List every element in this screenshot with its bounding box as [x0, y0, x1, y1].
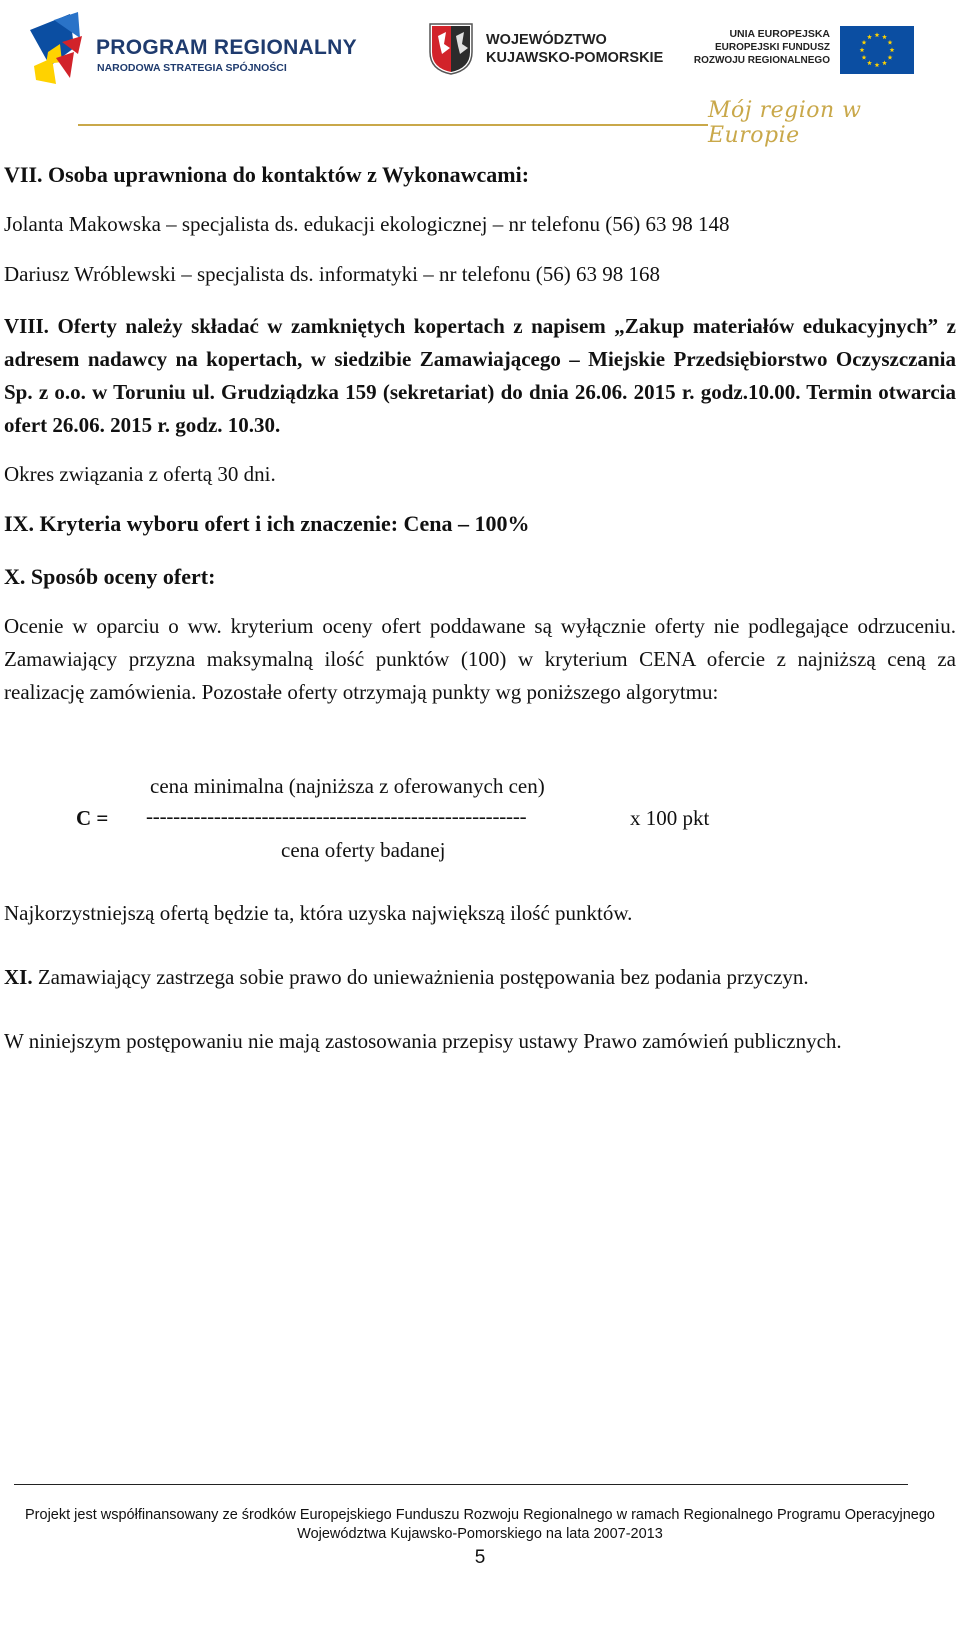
section-10-heading: X. Sposób oceny ofert:: [4, 564, 216, 589]
section-11-body: Zamawiający zastrzega sobie prawo do unieważnienia postępowania bez podania przyczyn.: [37, 965, 809, 989]
coat-of-arms-icon: [428, 22, 474, 76]
formula-denominator: cena oferty badanej: [281, 838, 446, 862]
eu-flag-icon: [840, 26, 914, 74]
footer-divider: [14, 1484, 908, 1485]
binding-period: Okres związania z ofertą 30 dni.: [4, 462, 276, 486]
formula-label: C =: [76, 806, 109, 830]
eu-line1: UNIA EUROPEJSKA: [729, 28, 830, 40]
formula-multiplier: x 100 pkt: [630, 806, 710, 830]
header-gold-line: [78, 124, 708, 126]
section-10-text: Ocenie w oparciu o ww. kryterium oceny ofert poddawane są wyłącznie oferty nie podlegające odrzuceniu. Zamawiający przyzna maksymalną ilość punktów (100) w kryterium CENA ofercie z najniższą ceną za realizację zamówienia. Pozostałe oferty otrzymają punkty wg poniższego algorytmu:: [4, 614, 956, 704]
region-line1: WOJEWÓDZTWO: [486, 32, 607, 48]
section-7-heading: VII. Osoba uprawniona do kontaktów z Wykonawcami:: [4, 162, 530, 187]
program-subtitle: NARODOWA STRATEGIA SPÓJNOŚCI: [97, 62, 287, 74]
section-11-note: W niniejszym postępowaniu nie mają zastosowania przepisy ustawy Prawo zamówień publicznych.: [4, 1029, 842, 1053]
footer-line2: Województwa Kujawsko-Pomorskiego na lata 2007-2013: [297, 1526, 663, 1542]
section-9-heading: IX. Kryteria wyboru ofert i ich znaczenie: Cena – 100%: [4, 511, 530, 536]
contact-makowska: Jolanta Makowska – specjalista ds. edukacji ekologicznej – nr telefonu (56) 63 98 148: [4, 212, 730, 236]
formula-numerator: cena minimalna (najniższa z oferowanych cen): [150, 774, 545, 798]
page-number: 5: [474, 1547, 486, 1568]
contact-wroblewski: Dariusz Wróblewski – specjalista ds. informatyki – nr telefonu (56) 63 98 168: [4, 262, 661, 286]
eu-line2: EUROPEJSKI FUNDUSZ: [714, 42, 830, 53]
section-8-text: VIII. Oferty należy składać w zamkniętych kopertach z napisem „Zakup materiałów edukacyjnych” z adresem nadawcy na kopertach, w siedzibie Zamawiającego – Miejskie Przedsiębiorstwo Oczyszczania Sp. z o.o. w Toruniu ul. Grudziądzka 159 (sekretariat) do dnia 26.06. 2015 r. godz.10.00. Termin otwarcia ofert 26.06. 2015 r. godz. 10.30.: [4, 314, 956, 437]
section-11-label: XI.: [4, 965, 33, 989]
section-10-conclusion: Najkorzystniejszą ofertą będzie ta, która uzyska największą ilość punktów.: [4, 901, 633, 925]
formula-divider: --------------------------------------------------------: [146, 804, 527, 828]
program-title: PROGRAM REGIONALNY: [96, 36, 357, 59]
region-line2: KUJAWSKO-POMORSKIE: [486, 50, 664, 66]
section-11-text: [4, 961, 956, 994]
header-logos: [0, 0, 960, 150]
footer-line1: Projekt jest współfinansowany ze środków Europejskiego Funduszu Rozwoju Regionalnego w ramach Regionalnego Programu Operacyjnego: [25, 1507, 935, 1523]
eu-line3: ROZWOJU REGIONALNEGO: [693, 55, 830, 66]
slogan: Mój region w Europie: [708, 98, 862, 148]
program-regionalny-logo-icon: [26, 8, 86, 90]
